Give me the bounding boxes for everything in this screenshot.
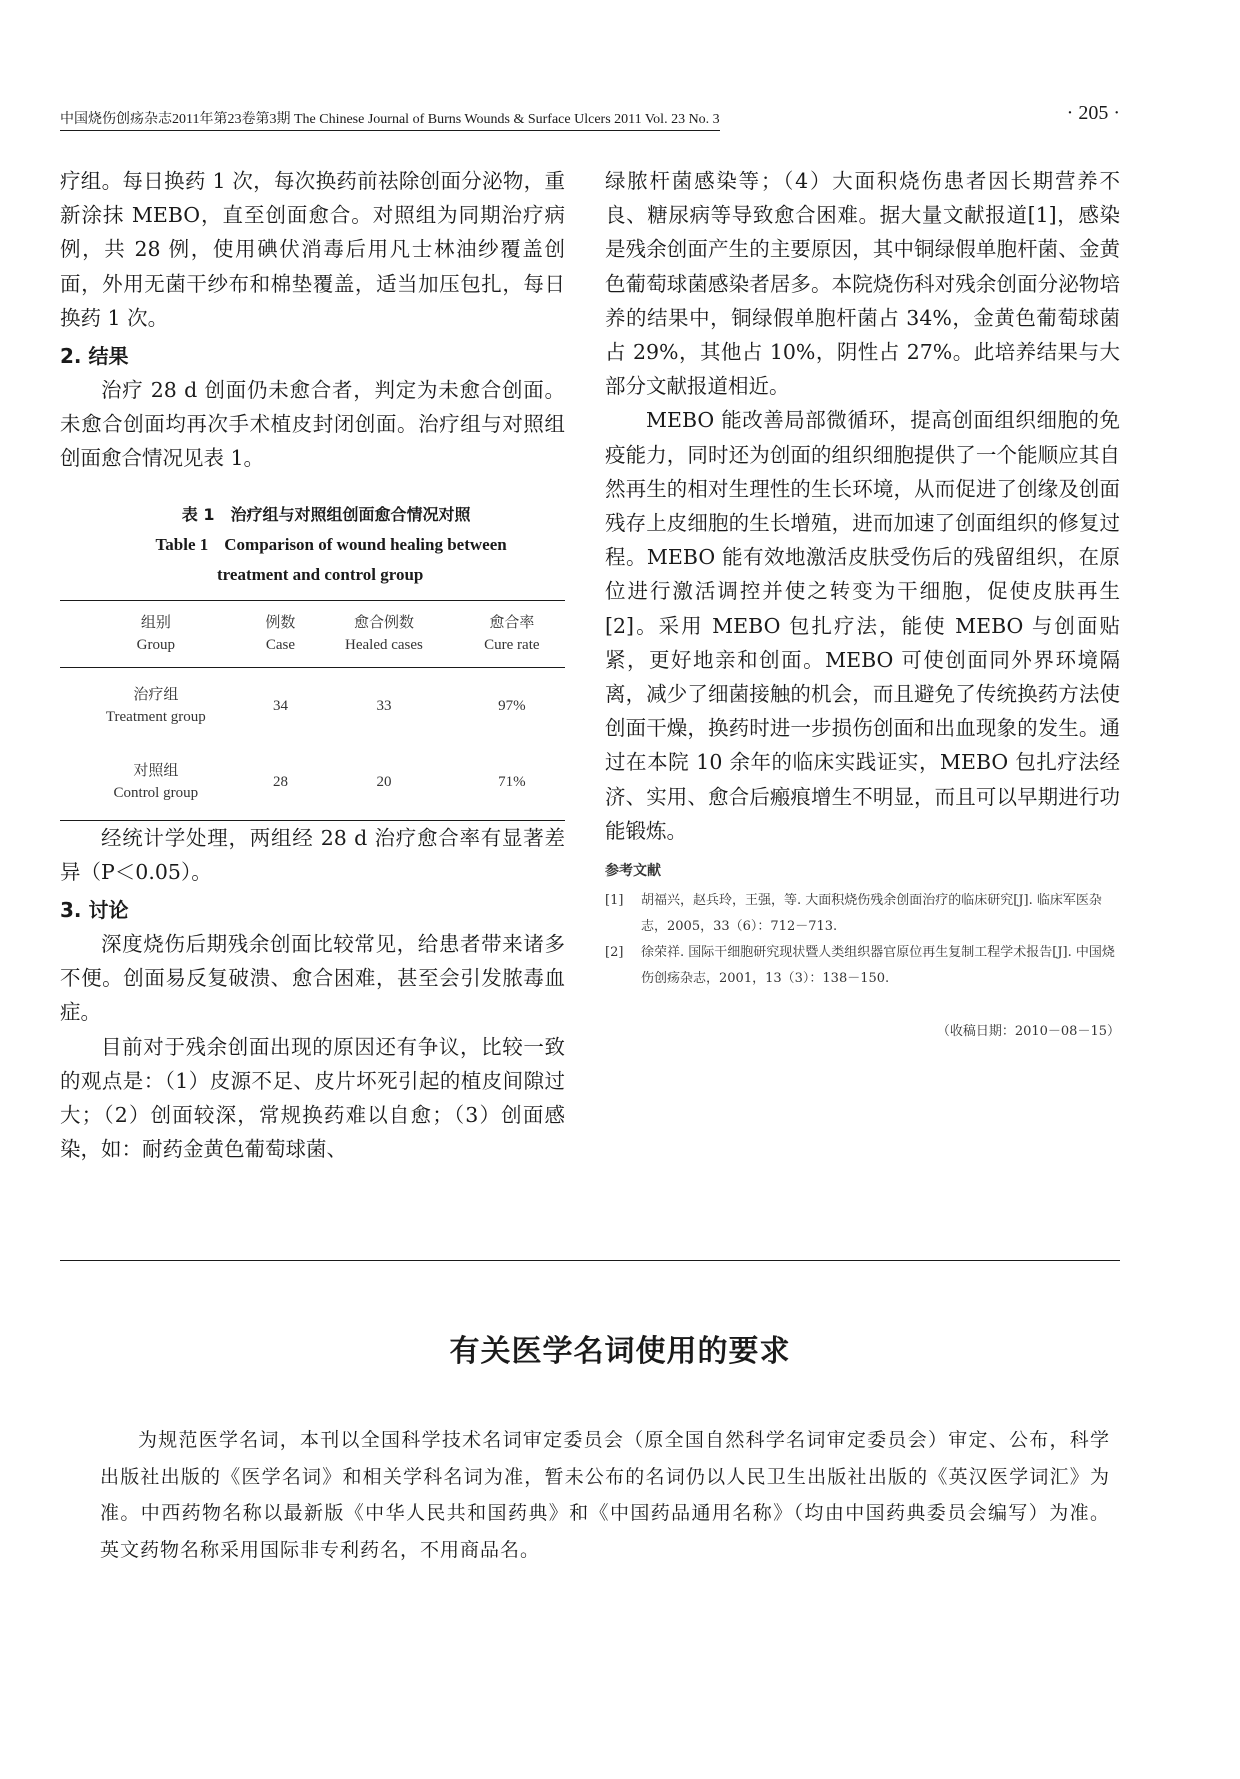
header-group: 组别 Group	[136, 614, 175, 653]
header-case: 例数 Case	[265, 614, 296, 653]
discussion-paragraph-2: 目前对于残余创面出现的原因还有争议，比较一致的观点是：（1）皮源不足、皮片坏死引起的植皮间隙过大；（2）创面较深，常规换药难以自愈；（3）创面感染，如：耐药金黄色葡萄球菌、	[60, 1034, 565, 1162]
cell-healed: 20	[376, 773, 392, 790]
notice-body: 为规范医学名词，本刊以全国科学技术名词审定委员会（原全国自然科学名词审定委员会）审定、公布，科学出版社出版的《医学名词》和相关学科名词为准，暂未公布的名词仍以人民卫生出版社出版的《英汉医学词汇》为准。中西药物名称以最新版《中华人民共和国药典》和《中国药品通用名称》（均由中国药典委员会编写）为准。英文药物名称采用国际非专利药名，不用商品名。	[100, 1429, 1110, 1561]
references	[605, 858, 1120, 992]
references-heading: 参考文献	[605, 863, 661, 880]
header-healed: 愈合例数 Healed cases	[345, 614, 423, 653]
cell-rate: 97%	[498, 697, 526, 714]
page-number: · 205 ·	[1066, 102, 1120, 124]
section-divider	[60, 1260, 1120, 1261]
table-row	[60, 667, 565, 744]
cell-group: 对照组 Control group	[113, 762, 199, 801]
table-caption-en-line1: Comparison of wound healing between	[224, 534, 507, 554]
discussion-paragraph-1: 深度烧伤后期残余创面比较常见，给患者带来诸多不便。创面易反复破溃、愈合困难，甚至会引发脓毒血症。	[60, 932, 565, 1025]
reference-item	[605, 888, 1120, 940]
cell-case: 34	[272, 697, 288, 714]
discussion-paragraph-3: 绿脓杆菌感染等；（4）大面积烧伤患者因长期营养不良、糖尿病等导致愈合困难。据大量文献报道[1]，感染是残余创面产生的主要原因，其中铜绿假单胞杆菌、金黄色葡萄球菌感染者居多。本院烧伤科对残余创面分泌物培养的结果中，铜绿假单胞杆菌占 34%，金黄色葡萄球菌占 29%，其他占 10%，阴性占 27%。此培养结果与大部分文献报道相近。	[605, 169, 1120, 399]
reference-text: 徐荣祥. 国际干细胞研究现状暨人类组织器官原位再生复制工程学术报告[J]. 中国烧伤创疡杂志，2001，13（3）：138－150.	[641, 945, 1115, 987]
results-table	[60, 600, 565, 821]
discussion-heading: 3. 讨论	[60, 898, 129, 923]
table-caption-cn: 治疗组与对照组创面愈合情况对照	[230, 504, 471, 524]
reference-item	[605, 940, 1120, 992]
table-caption	[60, 500, 565, 590]
table-row	[60, 744, 565, 821]
statistics-paragraph: 经统计学处理，两组经 28 d 治疗愈合率有显著差异（P＜0.05）。	[60, 825, 565, 884]
page-header	[60, 102, 1120, 136]
cell-rate: 71%	[498, 773, 526, 790]
methods-paragraph: 疗组。每日换药 1 次，每次换药前祛除创面分泌物，重新涂抹 MEBO，直至创面愈合。对照组为同期治疗病例，共 28 例，使用碘伏消毒后用凡士林油纱覆盖创面，外用无菌干纱布和棉垫覆盖，适当加压包扎，每日换药 1 次。	[60, 169, 565, 330]
header-cure-rate: 愈合率 Cure rate	[484, 614, 540, 653]
cell-healed: 33	[376, 697, 392, 714]
reference-number: [1]	[605, 893, 624, 909]
discussion-paragraph-4: MEBO 能改善局部微循环，提高创面组织细胞的免疫能力，同时还为创面的组织细胞提供了一个能顺应其自然再生的相对生理性的生长环境，从而促进了创缘及创面残存上皮细胞的生长增殖，进而加速了创面组织的修复过程。MEBO 能有效地激活皮肤受伤后的残留组织，在原位进行激活调控并使之转变为干细胞，促使皮肤再生[2]。采用 MEBO 包扎疗法，能使 MEBO 与创面贴紧，更好地亲和创面。MEBO 可使创面同外界环境隔离，减少了细菌接触的机会，而且避免了传统换药方法使创面干燥，换药时进一步损伤创面和出血现象的发生。通过在本院 10 余年的临床实践证实，MEBO 包扎疗法经济、实用、愈合后瘢痕增生不明显，而且可以早期进行功能锻炼。	[605, 408, 1120, 843]
reference-text: 胡福兴，赵兵玲，王强，等. 大面积烧伤残余创面治疗的临床研究[J]. 临床军医杂志，2005，33（6）：712－713.	[641, 893, 1102, 935]
cell-case: 28	[272, 773, 288, 790]
table-caption-en-line2: treatment and control group	[217, 564, 424, 584]
table-header-row	[60, 600, 565, 667]
cell-group: 治疗组 Treatment group	[105, 686, 206, 725]
left-column	[60, 164, 565, 1166]
reference-number: [2]	[605, 945, 624, 961]
results-heading: 2. 结果	[60, 344, 129, 369]
running-head: 中国烧伤创疡杂志2011年第23卷第3期 The Chinese Journal of Burns Wounds & Surface Ulcers 2011 Vol. 23 No. 3	[60, 108, 720, 131]
results-paragraph: 治疗 28 d 创面仍未愈合者，判定为未愈合创面。未愈合创面均再次手术植皮封闭创面。治疗组与对照组创面愈合情况见表 1。	[60, 378, 565, 471]
table-caption-en-label: Table 1	[155, 534, 209, 554]
notice-title: 有关医学名词使用的要求	[449, 1334, 791, 1369]
received-date: （收稿日期：2010－08－15）	[936, 1024, 1120, 1040]
table-caption-cn-label: 表 1	[181, 504, 215, 524]
right-column	[605, 164, 1120, 1039]
